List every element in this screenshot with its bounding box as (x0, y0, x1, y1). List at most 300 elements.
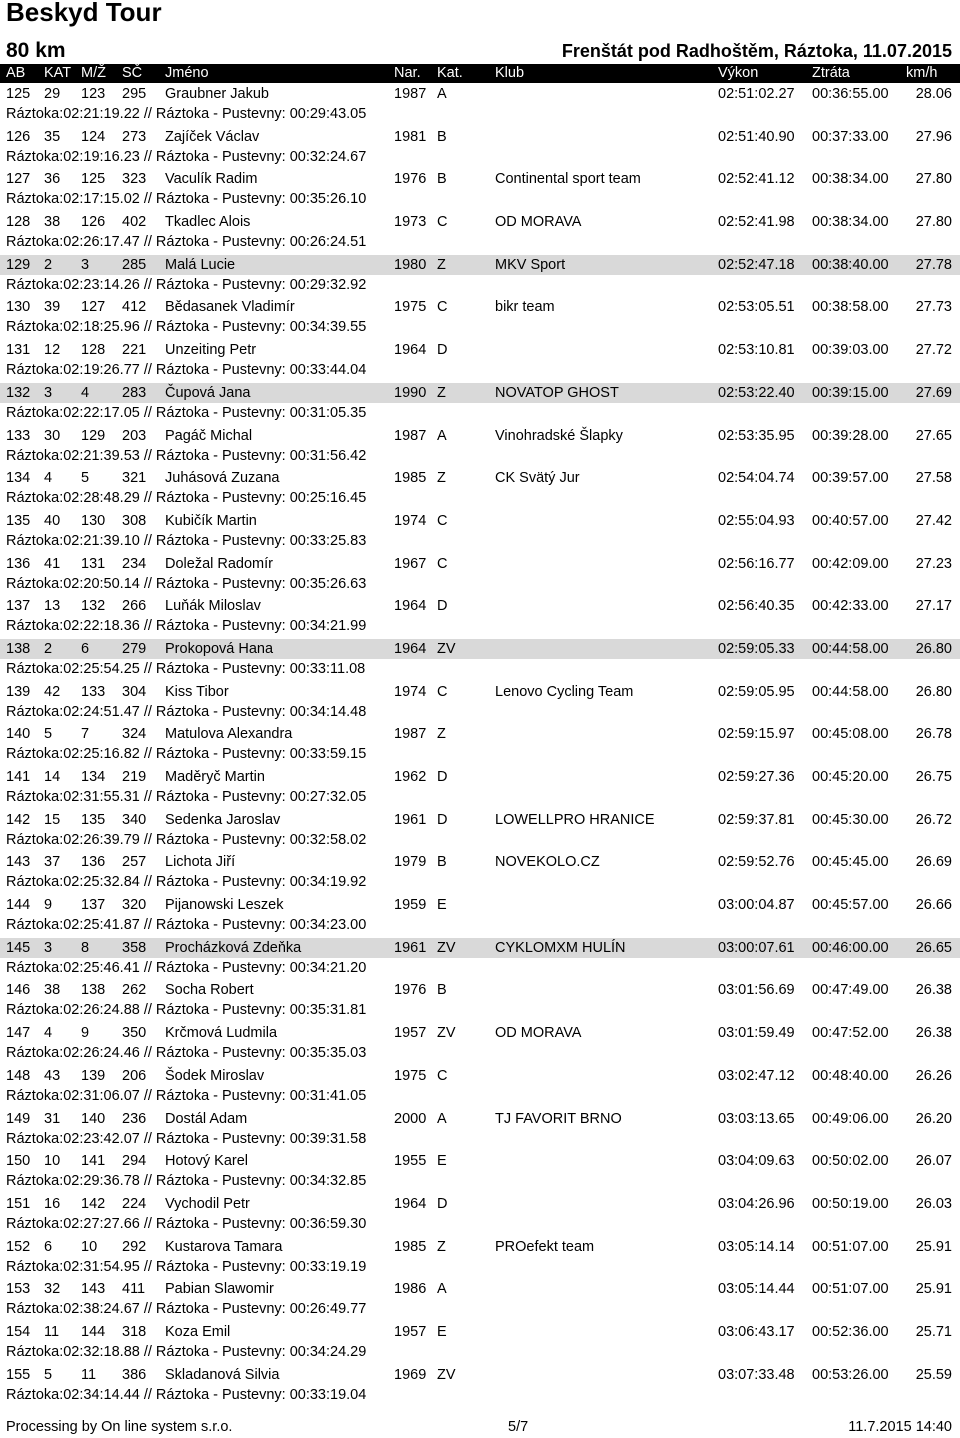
split-text: Ráztoka:02:23:42.07 // Ráztoka - Pustevny: 00:39:31.58 (6, 1130, 367, 1147)
split-text: Ráztoka:02:26:17.47 // Ráztoka - Pustevny: 00:26:24.51 (6, 234, 367, 251)
cell-birth-year: 1959 (394, 897, 427, 914)
cell-rider-name: Luňák Miloslav (165, 598, 261, 615)
split-times (0, 616, 960, 636)
cell-kat: 9 (44, 897, 53, 914)
cell-sc: 224 (122, 1195, 147, 1212)
cell-speed: 26.07 (915, 1153, 952, 1170)
cell-finish-time: 02:53:35.95 (718, 427, 795, 444)
table-row (0, 980, 960, 1023)
cell-kat: 35 (44, 128, 61, 145)
cell-ab: 148 (6, 1067, 31, 1084)
cell-birth-year: 1957 (394, 1323, 427, 1340)
cell-speed: 27.80 (915, 171, 952, 188)
cell-sc: 206 (122, 1067, 147, 1084)
cell-category: ZV (437, 1366, 456, 1383)
split-times (0, 702, 960, 722)
cell-speed: 27.69 (915, 384, 952, 401)
table-row (0, 511, 960, 554)
cell-time-loss: 00:38:58.00 (812, 299, 889, 316)
cell-rider-name: Tkadlec Alois (165, 214, 251, 231)
cell-mz: 10 (81, 1238, 98, 1255)
cell-time-loss: 00:45:30.00 (812, 811, 889, 828)
cell-ab: 144 (6, 897, 31, 914)
split-text: Ráztoka:02:17:15.02 // Ráztoka - Pustevny: 00:35:26.10 (6, 191, 367, 208)
table-row (0, 852, 960, 895)
cell-kat: 41 (44, 555, 61, 572)
cell-rider-name: Graubner Jakub (165, 86, 269, 102)
cell-sc: 350 (122, 1025, 147, 1042)
cell-speed: 26.80 (915, 640, 952, 657)
cell-category: D (437, 1195, 448, 1212)
race-distance: 80 km (6, 39, 66, 62)
cell-birth-year: 1980 (394, 256, 427, 273)
table-row (0, 596, 960, 639)
result-line (0, 1237, 960, 1257)
cell-finish-time: 02:55:04.93 (718, 512, 795, 529)
cell-club: TJ FAVORIT BRNO (495, 1110, 622, 1127)
cell-birth-year: 1974 (394, 512, 427, 529)
table-row (0, 724, 960, 767)
cell-rider-name: Unzeiting Petr (165, 342, 257, 359)
cell-rider-name: Zajíček Václav (165, 128, 260, 145)
table-row (0, 84, 960, 127)
result-line (0, 340, 960, 360)
table-row (0, 682, 960, 725)
cell-speed: 27.42 (915, 512, 952, 529)
cell-birth-year: 1973 (394, 214, 427, 231)
cell-finish-time: 02:52:41.98 (718, 214, 795, 231)
cell-finish-time: 02:51:02.27 (718, 86, 795, 102)
cell-sc: 279 (122, 640, 147, 657)
cell-speed: 26.78 (915, 726, 952, 743)
cell-club: CYKLOMXM HULÍN (495, 939, 626, 956)
cell-mz: 133 (81, 683, 106, 700)
cell-speed: 26.75 (915, 769, 952, 785)
split-text: Ráztoka:02:29:36.78 // Ráztoka - Pustevny: 00:34:32.85 (6, 1173, 367, 1190)
cell-category: C (437, 299, 448, 316)
cell-sc: 321 (122, 470, 147, 487)
cell-mz: 124 (81, 128, 106, 145)
split-times (0, 1000, 960, 1020)
col-mz: M/Ž (81, 65, 106, 81)
cell-speed: 27.17 (915, 598, 952, 615)
cell-birth-year: 1955 (394, 1153, 427, 1170)
cell-birth-year: 1975 (394, 1067, 427, 1084)
cell-mz: 125 (81, 171, 106, 188)
split-text: Ráztoka:02:32:18.88 // Ráztoka - Pustevny: 00:34:24.29 (6, 1343, 367, 1360)
cell-rider-name: Procházková Zdeňka (165, 939, 302, 956)
cell-time-loss: 00:45:20.00 (812, 769, 889, 785)
cell-ab: 139 (6, 683, 31, 700)
cell-finish-time: 02:52:47.18 (718, 256, 795, 273)
cell-mz: 9 (81, 1025, 90, 1042)
cell-speed: 27.72 (915, 342, 952, 359)
result-line (0, 511, 960, 531)
cell-rider-name: Kiss Tibor (165, 683, 229, 700)
cell-kat: 32 (44, 1281, 61, 1298)
cell-category: C (437, 555, 448, 572)
result-line (0, 255, 960, 275)
table-row (0, 426, 960, 469)
result-line (0, 554, 960, 574)
cell-category: ZV (437, 640, 456, 657)
table-row (0, 127, 960, 170)
cell-sc: 273 (122, 128, 147, 145)
cell-time-loss: 00:50:19.00 (812, 1195, 889, 1212)
split-times (0, 1171, 960, 1191)
cell-rider-name: Kubičík Martin (165, 512, 257, 529)
cell-speed: 26.03 (915, 1195, 952, 1212)
col-kmh: km/h (906, 65, 938, 81)
cell-sc: 295 (122, 86, 147, 102)
cell-speed: 28.06 (915, 86, 952, 102)
table-row (0, 1237, 960, 1280)
cell-category: ZV (437, 939, 456, 956)
col-ab: AB (6, 65, 26, 81)
split-text: Ráztoka:02:26:24.88 // Ráztoka - Pustevny: 00:35:31.81 (6, 1002, 367, 1019)
cell-mz: 128 (81, 342, 106, 359)
cell-sc: 386 (122, 1366, 147, 1383)
cell-birth-year: 1961 (394, 939, 427, 956)
result-line (0, 212, 960, 232)
cell-club: CK Svätý Jur (495, 470, 580, 487)
split-text: Ráztoka:02:38:24.67 // Ráztoka - Pustevny: 00:26:49.77 (6, 1301, 367, 1318)
cell-club: Lenovo Cycling Team (495, 683, 634, 700)
cell-time-loss: 00:39:03.00 (812, 342, 889, 359)
cell-rider-name: Vychodil Petr (165, 1195, 250, 1212)
cell-birth-year: 1990 (394, 384, 427, 401)
cell-mz: 7 (81, 726, 90, 743)
cell-category: E (437, 897, 447, 914)
cell-rider-name: Doležal Radomír (165, 555, 273, 572)
cell-club: MKV Sport (495, 256, 566, 273)
cell-ab: 141 (6, 769, 31, 785)
cell-sc: 324 (122, 726, 147, 743)
cell-finish-time: 03:04:09.63 (718, 1153, 795, 1170)
split-times (0, 104, 960, 124)
split-text: Ráztoka:02:22:18.36 // Ráztoka - Pustevny: 00:34:21.99 (6, 618, 367, 635)
cell-sc: 308 (122, 512, 147, 529)
cell-speed: 25.71 (915, 1323, 952, 1340)
cell-mz: 126 (81, 214, 106, 231)
cell-birth-year: 1964 (394, 1195, 427, 1212)
cell-finish-time: 02:53:05.51 (718, 299, 795, 316)
table-row (0, 383, 960, 426)
cell-club: Vinohradské Šlapky (495, 427, 623, 444)
cell-time-loss: 00:45:08.00 (812, 726, 889, 743)
cell-birth-year: 1976 (394, 171, 427, 188)
cell-category: E (437, 1323, 447, 1340)
cell-birth-year: 1974 (394, 683, 427, 700)
cell-rider-name: Bědasanek Vladimír (165, 299, 295, 316)
cell-finish-time: 03:05:14.14 (718, 1238, 795, 1255)
cell-kat: 38 (44, 982, 61, 999)
cell-speed: 26.72 (915, 811, 952, 828)
cell-mz: 8 (81, 939, 90, 956)
split-text: Ráztoka:02:21:39.10 // Ráztoka - Pustevny: 00:33:25.83 (6, 532, 367, 549)
split-times (0, 574, 960, 594)
cell-kat: 4 (44, 470, 53, 487)
print-datetime: 11.7.2015 14:40 (848, 1419, 952, 1435)
split-text: Ráztoka:02:25:16.82 // Ráztoka - Pustevny: 00:33:59.15 (6, 746, 367, 763)
cell-mz: 136 (81, 854, 106, 871)
split-times (0, 1299, 960, 1319)
cell-birth-year: 1962 (394, 769, 427, 785)
result-line (0, 767, 960, 787)
cell-birth-year: 1964 (394, 640, 427, 657)
cell-club: OD MORAVA (495, 1025, 582, 1042)
cell-time-loss: 00:39:57.00 (812, 470, 889, 487)
split-times (0, 531, 960, 551)
cell-ab: 152 (6, 1238, 31, 1255)
cell-category: Z (437, 470, 446, 487)
table-row (0, 938, 960, 981)
cell-kat: 14 (44, 769, 61, 785)
cell-mz: 129 (81, 427, 106, 444)
cell-category: B (437, 854, 447, 871)
split-times (0, 488, 960, 508)
cell-speed: 27.78 (915, 256, 952, 273)
cell-mz: 11 (81, 1366, 97, 1383)
cell-ab: 135 (6, 512, 31, 529)
cell-finish-time: 03:02:47.12 (718, 1067, 795, 1084)
table-row (0, 340, 960, 383)
cell-time-loss: 00:52:36.00 (812, 1323, 889, 1340)
cell-mz: 142 (81, 1195, 106, 1212)
cell-club: LOWELLPRO HRANICE (495, 811, 655, 828)
cell-mz: 127 (81, 299, 106, 316)
split-times (0, 1257, 960, 1277)
cell-mz: 131 (81, 555, 106, 572)
result-line (0, 852, 960, 872)
cell-kat: 11 (44, 1323, 60, 1340)
split-text: Ráztoka:02:23:14.26 // Ráztoka - Pustevny: 00:29:32.92 (6, 276, 367, 293)
table-row (0, 1023, 960, 1066)
cell-club: Continental sport team (495, 171, 641, 188)
cell-finish-time: 03:01:59.49 (718, 1025, 795, 1042)
result-line (0, 1322, 960, 1342)
cell-ab: 143 (6, 854, 31, 871)
cell-speed: 26.65 (915, 939, 952, 956)
split-times (0, 275, 960, 295)
split-times (0, 1385, 960, 1405)
cell-time-loss: 00:51:07.00 (812, 1281, 889, 1298)
cell-finish-time: 02:54:04.74 (718, 470, 795, 487)
cell-sc: 221 (122, 342, 147, 359)
cell-category: B (437, 128, 447, 145)
cell-time-loss: 00:45:45.00 (812, 854, 889, 871)
cell-category: A (437, 427, 447, 444)
cell-sc: 292 (122, 1238, 147, 1255)
result-line (0, 1066, 960, 1086)
cell-finish-time: 02:56:16.77 (718, 555, 795, 572)
cell-rider-name: Juhásová Zuzana (165, 470, 280, 487)
split-text: Ráztoka:02:22:17.05 // Ráztoka - Pustevny: 00:31:05.35 (6, 404, 367, 421)
cell-sc: 234 (122, 555, 147, 572)
col-vykon: Výkon (718, 65, 759, 81)
cell-ab: 154 (6, 1323, 31, 1340)
cell-birth-year: 1964 (394, 342, 427, 359)
split-text: Ráztoka:02:19:26.77 // Ráztoka - Pustevny: 00:33:44.04 (6, 362, 367, 379)
cell-ab: 133 (6, 427, 31, 444)
cell-finish-time: 02:59:15.97 (718, 726, 795, 743)
cell-ab: 129 (6, 256, 31, 273)
table-row (0, 255, 960, 298)
result-line (0, 1151, 960, 1171)
table-row (0, 1194, 960, 1237)
cell-category: Z (437, 384, 446, 401)
cell-time-loss: 00:42:09.00 (812, 555, 889, 572)
split-times (0, 317, 960, 337)
cell-category: C (437, 683, 448, 700)
cell-sc: 257 (122, 854, 147, 871)
cell-kat: 15 (44, 811, 61, 828)
cell-birth-year: 1985 (394, 1238, 427, 1255)
cell-time-loss: 00:40:57.00 (812, 512, 889, 529)
split-times (0, 1086, 960, 1106)
split-times (0, 659, 960, 679)
cell-ab: 150 (6, 1153, 31, 1170)
split-text: Ráztoka:02:31:55.31 // Ráztoka - Pustevny: 00:27:32.05 (6, 789, 367, 805)
cell-speed: 25.91 (915, 1238, 952, 1255)
cell-kat: 6 (44, 1238, 53, 1255)
cell-rider-name: Pabian Slawomir (165, 1281, 274, 1298)
cell-rider-name: Hotový Karel (165, 1153, 249, 1170)
result-line (0, 468, 960, 488)
cell-birth-year: 1961 (394, 811, 427, 828)
cell-category: C (437, 512, 448, 529)
cell-kat: 12 (44, 342, 61, 359)
cell-mz: 134 (81, 769, 106, 785)
result-line (0, 127, 960, 147)
table-row (0, 1066, 960, 1109)
cell-rider-name: Krčmová Ludmila (165, 1025, 278, 1042)
split-times (0, 446, 960, 466)
cell-time-loss: 00:38:34.00 (812, 214, 889, 231)
cell-mz: 143 (81, 1281, 106, 1298)
cell-kat: 10 (44, 1153, 61, 1170)
cell-speed: 27.58 (915, 470, 952, 487)
cell-sc: 320 (122, 897, 147, 914)
split-text: Ráztoka:02:31:06.07 // Ráztoka - Pustevny: 00:31:41.05 (6, 1087, 367, 1104)
cell-club: NOVATOP GHOST (495, 384, 619, 401)
cell-kat: 39 (44, 299, 61, 316)
cell-ab: 142 (6, 811, 31, 828)
split-text: Ráztoka:02:21:39.53 // Ráztoka - Pustevny: 00:31:56.42 (6, 447, 367, 464)
cell-finish-time: 02:59:52.76 (718, 854, 795, 871)
cell-category: C (437, 1067, 448, 1084)
split-times (0, 872, 960, 892)
cell-ab: 153 (6, 1281, 31, 1298)
cell-time-loss: 00:44:58.00 (812, 683, 889, 700)
cell-kat: 37 (44, 854, 61, 871)
result-line (0, 810, 960, 830)
split-text: Ráztoka:02:25:54.25 // Ráztoka - Pustevny: 00:33:11.08 (6, 660, 366, 677)
result-line (0, 383, 960, 403)
split-text: Ráztoka:02:27:27.66 // Ráztoka - Pustevny: 00:36:59.30 (6, 1215, 367, 1232)
result-line (0, 596, 960, 616)
split-times (0, 403, 960, 423)
split-text: Ráztoka:02:18:25.96 // Ráztoka - Pustevny: 00:34:39.55 (6, 319, 367, 336)
cell-finish-time: 03:03:13.65 (718, 1110, 795, 1127)
cell-finish-time: 02:53:22.40 (718, 384, 795, 401)
cell-mz: 4 (81, 384, 90, 401)
cell-mz: 144 (81, 1323, 106, 1340)
cell-time-loss: 00:42:33.00 (812, 598, 889, 615)
cell-kat: 30 (44, 427, 61, 444)
cell-kat: 3 (44, 384, 53, 401)
cell-finish-time: 02:52:41.12 (718, 171, 795, 188)
cell-club: PROefekt team (495, 1238, 595, 1255)
cell-mz: 6 (81, 640, 90, 657)
split-text: Ráztoka:02:21:19.22 // Ráztoka - Pustevny: 00:29:43.05 (6, 106, 367, 122)
cell-kat: 43 (44, 1067, 61, 1084)
cell-speed: 26.26 (915, 1067, 952, 1084)
cell-birth-year: 1987 (394, 86, 427, 102)
cell-rider-name: Matulova Alexandra (165, 726, 293, 743)
results-table-header (0, 64, 960, 83)
cell-time-loss: 00:51:07.00 (812, 1238, 889, 1255)
result-line (0, 84, 960, 104)
cell-rider-name: Pagáč Michal (165, 427, 253, 444)
cell-time-loss: 00:50:02.00 (812, 1153, 889, 1170)
split-text: Ráztoka:02:25:41.87 // Ráztoka - Pustevny: 00:34:23.00 (6, 917, 367, 934)
cell-finish-time: 03:00:07.61 (718, 939, 795, 956)
col-ztrata: Ztráta (812, 65, 850, 81)
table-row (0, 554, 960, 597)
cell-birth-year: 1979 (394, 854, 427, 871)
cell-birth-year: 1957 (394, 1025, 427, 1042)
cell-finish-time: 03:05:14.44 (718, 1281, 795, 1298)
cell-ab: 151 (6, 1195, 31, 1212)
split-times (0, 830, 960, 850)
cell-speed: 26.80 (915, 683, 952, 700)
cell-mz: 5 (81, 470, 90, 487)
cell-mz: 141 (81, 1153, 106, 1170)
cell-birth-year: 1964 (394, 598, 427, 615)
cell-ab: 132 (6, 384, 31, 401)
split-text: Ráztoka:02:20:50.14 // Ráztoka - Pustevny: 00:35:26.63 (6, 575, 367, 592)
cell-mz: 140 (81, 1110, 106, 1127)
cell-ab: 134 (6, 470, 31, 487)
result-line (0, 297, 960, 317)
cell-time-loss: 00:47:49.00 (812, 982, 889, 999)
col-jmeno: Jméno (165, 65, 209, 81)
cell-mz: 137 (81, 897, 106, 914)
table-row (0, 169, 960, 212)
cell-time-loss: 00:39:15.00 (812, 384, 889, 401)
cell-finish-time: 03:06:43.17 (718, 1323, 795, 1340)
table-row (0, 297, 960, 340)
result-line (0, 1365, 960, 1385)
cell-ab: 125 (6, 86, 31, 102)
split-text: Ráztoka:02:26:39.79 // Ráztoka - Pustevny: 00:32:58.02 (6, 831, 367, 848)
cell-kat: 5 (44, 726, 53, 743)
table-row (0, 767, 960, 810)
split-text: Ráztoka:02:25:32.84 // Ráztoka - Pustevny: 00:34:19.92 (6, 874, 367, 891)
split-times (0, 1214, 960, 1234)
cell-time-loss: 00:38:40.00 (812, 256, 889, 273)
cell-finish-time: 02:51:40.90 (718, 128, 795, 145)
split-text: Ráztoka:02:28:48.29 // Ráztoka - Pustevny: 00:25:16.45 (6, 490, 367, 507)
cell-club: NOVEKOLO.CZ (495, 854, 600, 871)
split-times (0, 232, 960, 252)
cell-rider-name: Šodek Miroslav (165, 1067, 265, 1084)
result-line (0, 682, 960, 702)
cell-mz: 132 (81, 598, 106, 615)
result-line (0, 1194, 960, 1214)
cell-birth-year: 1987 (394, 726, 427, 743)
